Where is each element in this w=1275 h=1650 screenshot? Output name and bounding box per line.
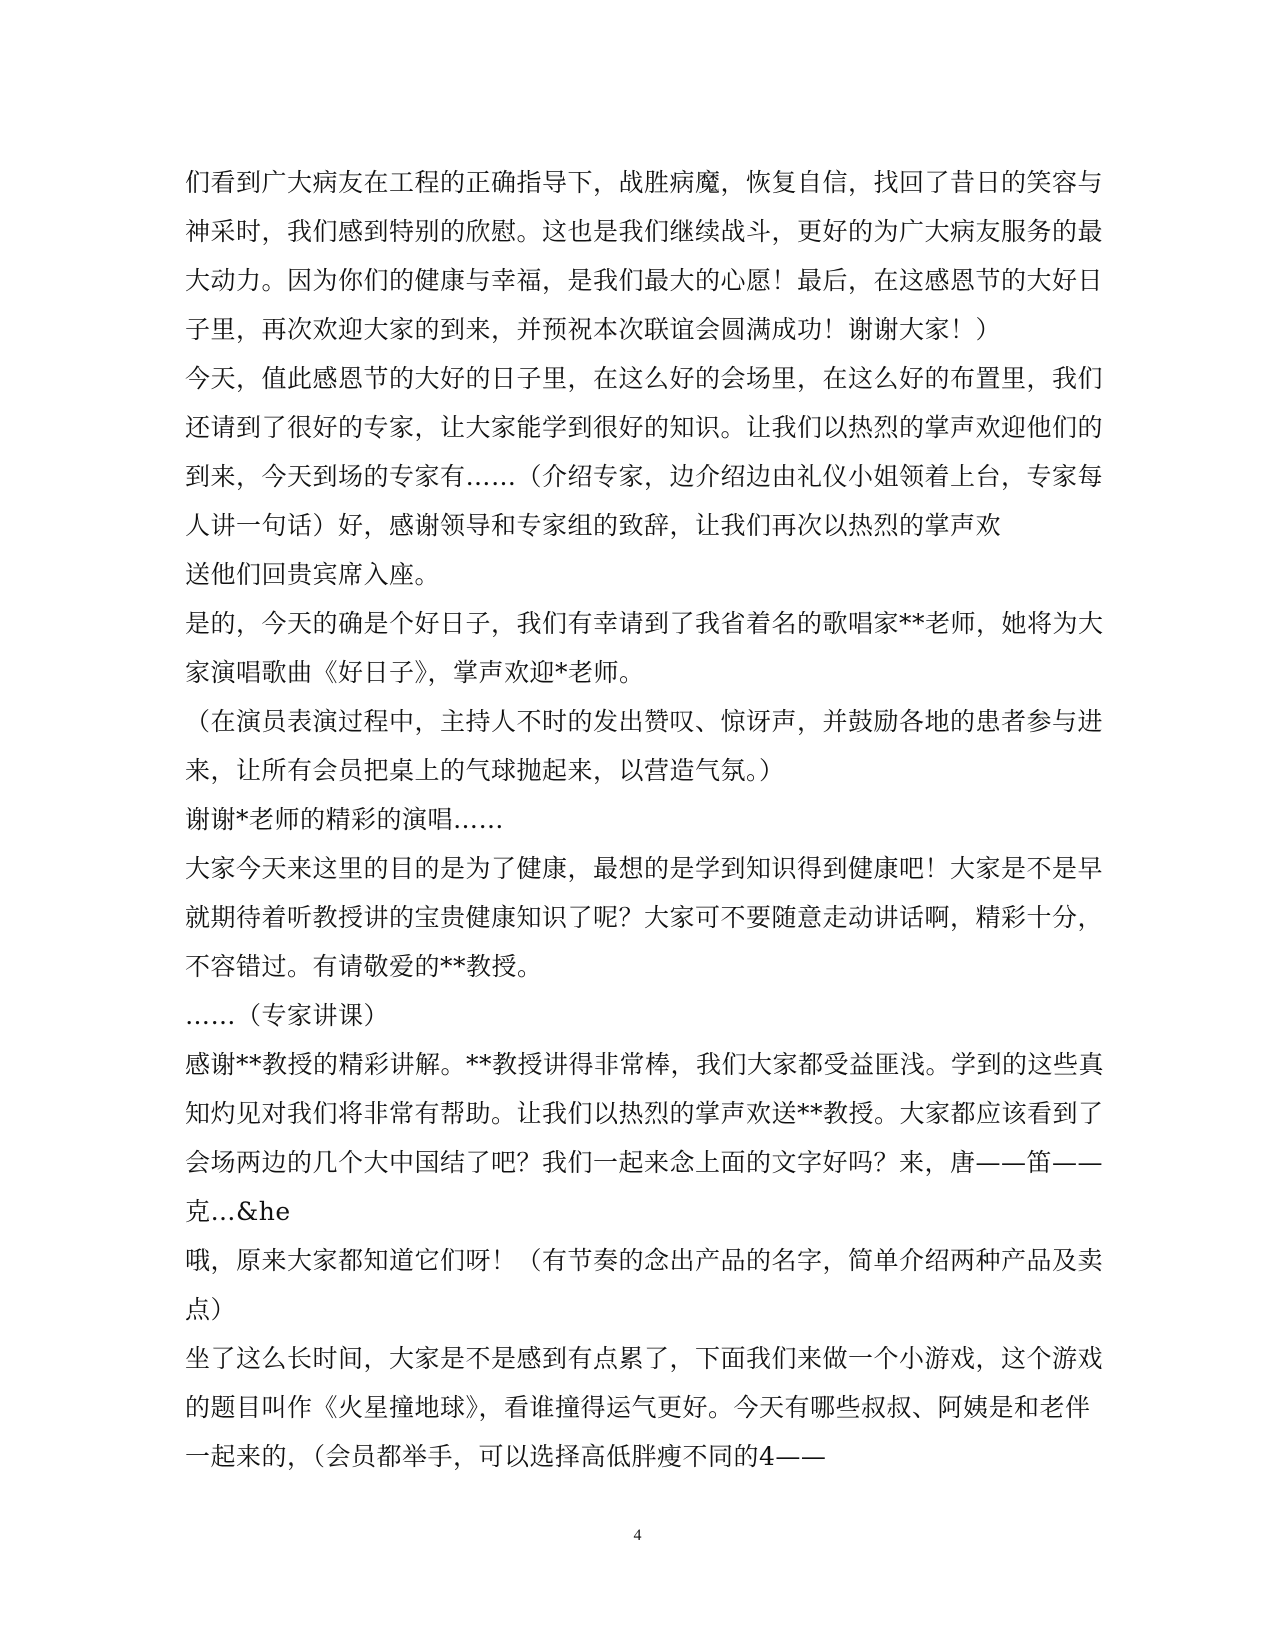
text-line: 感谢**教授的精彩讲解。**教授讲得非常棒，我们大家都受益匪浅。学到的这些真 — [185, 1050, 1105, 1079]
text-line: 的题目叫作《火星撞地球》，看谁撞得运气更好。今天有哪些叔叔、阿姨是和老伴 — [185, 1393, 1091, 1422]
page-number: 4 — [633, 1527, 642, 1544]
text-line: 家演唱歌曲《好日子》，掌声欢迎*老师。 — [185, 658, 645, 687]
text-line: 今天，值此感恩节的大好的日子里，在这么好的会场里，在这么好的布置里，我们 — [185, 364, 1104, 393]
text-line: 会场两边的几个大中国结了吧？我们一起来念上面的文字好吗？来，唐——笛—— — [185, 1148, 1104, 1177]
text-line: 大动力。因为你们的健康与幸福，是我们最大的心愿！最后，在这感恩节的大好日 — [185, 266, 1104, 295]
text-line: 知灼见对我们将非常有帮助。让我们以热烈的掌声欢送**教授。大家都应该看到了 — [185, 1099, 1104, 1128]
text-line: 来，让所有会员把桌上的气球抛起来，以营造气氛。） — [185, 756, 785, 785]
text-line: 不容错过。有请敬爱的**教授。 — [185, 952, 543, 981]
text-line: 子里，再次欢迎大家的到来，并预祝本次联谊会圆满成功！谢谢大家！） — [185, 315, 1002, 344]
text-line: 还请到了很好的专家，让大家能学到很好的知识。让我们以热烈的掌声欢迎他们的 — [185, 413, 1104, 442]
text-line: 送他们回贵宾席入座。 — [185, 560, 441, 589]
text-line: 坐了这么长时间，大家是不是感到有点累了，下面我们来做一个小游戏，这个游戏 — [185, 1344, 1104, 1373]
text-line: 谢谢*老师的精彩的演唱…… — [185, 805, 505, 834]
text-line: 大家今天来这里的目的是为了健康，最想的是学到知识得到健康吧！大家是不是早 — [185, 854, 1104, 883]
text-line: 到来，今天到场的专家有……（介绍专家，边介绍边由礼仪小姐领着上台，专家每 — [185, 462, 1104, 491]
text-line: 神采时，我们感到特别的欣慰。这也是我们继续战斗，更好的为广大病友服务的最 — [185, 217, 1104, 246]
text-line: 一起来的，（会员都举手，可以选择高低胖瘦不同的4—— — [185, 1442, 827, 1471]
text-line: 哦，原来大家都知道它们呀！（有节奏的念出产品的名字，简单介绍两种产品及卖 — [185, 1246, 1104, 1275]
text-line: 是的，今天的确是个好日子，我们有幸请到了我省着名的歌唱家**老师，她将为大 — [185, 609, 1104, 638]
text-line: （在演员表演过程中，主持人不时的发出赞叹、惊讶声，并鼓励各地的患者参与进 — [185, 707, 1104, 736]
body-text — [185, 158, 1105, 1481]
text-line: 人讲一句话）好，感谢领导和专家组的致辞，让我们再次以热烈的掌声欢 — [185, 511, 1002, 540]
text-line: 就期待着听教授讲的宝贵健康知识了呢？大家可不要随意走动讲话啊，精彩十分， — [185, 903, 1104, 932]
text-line: 克…&he — [185, 1197, 291, 1226]
text-line: 们看到广大病友在工程的正确指导下，战胜病魔，恢复自信，找回了昔日的笑容与 — [185, 168, 1104, 197]
text-line: ……（专家讲课） — [185, 1001, 390, 1030]
text-line: 点） — [185, 1295, 237, 1324]
